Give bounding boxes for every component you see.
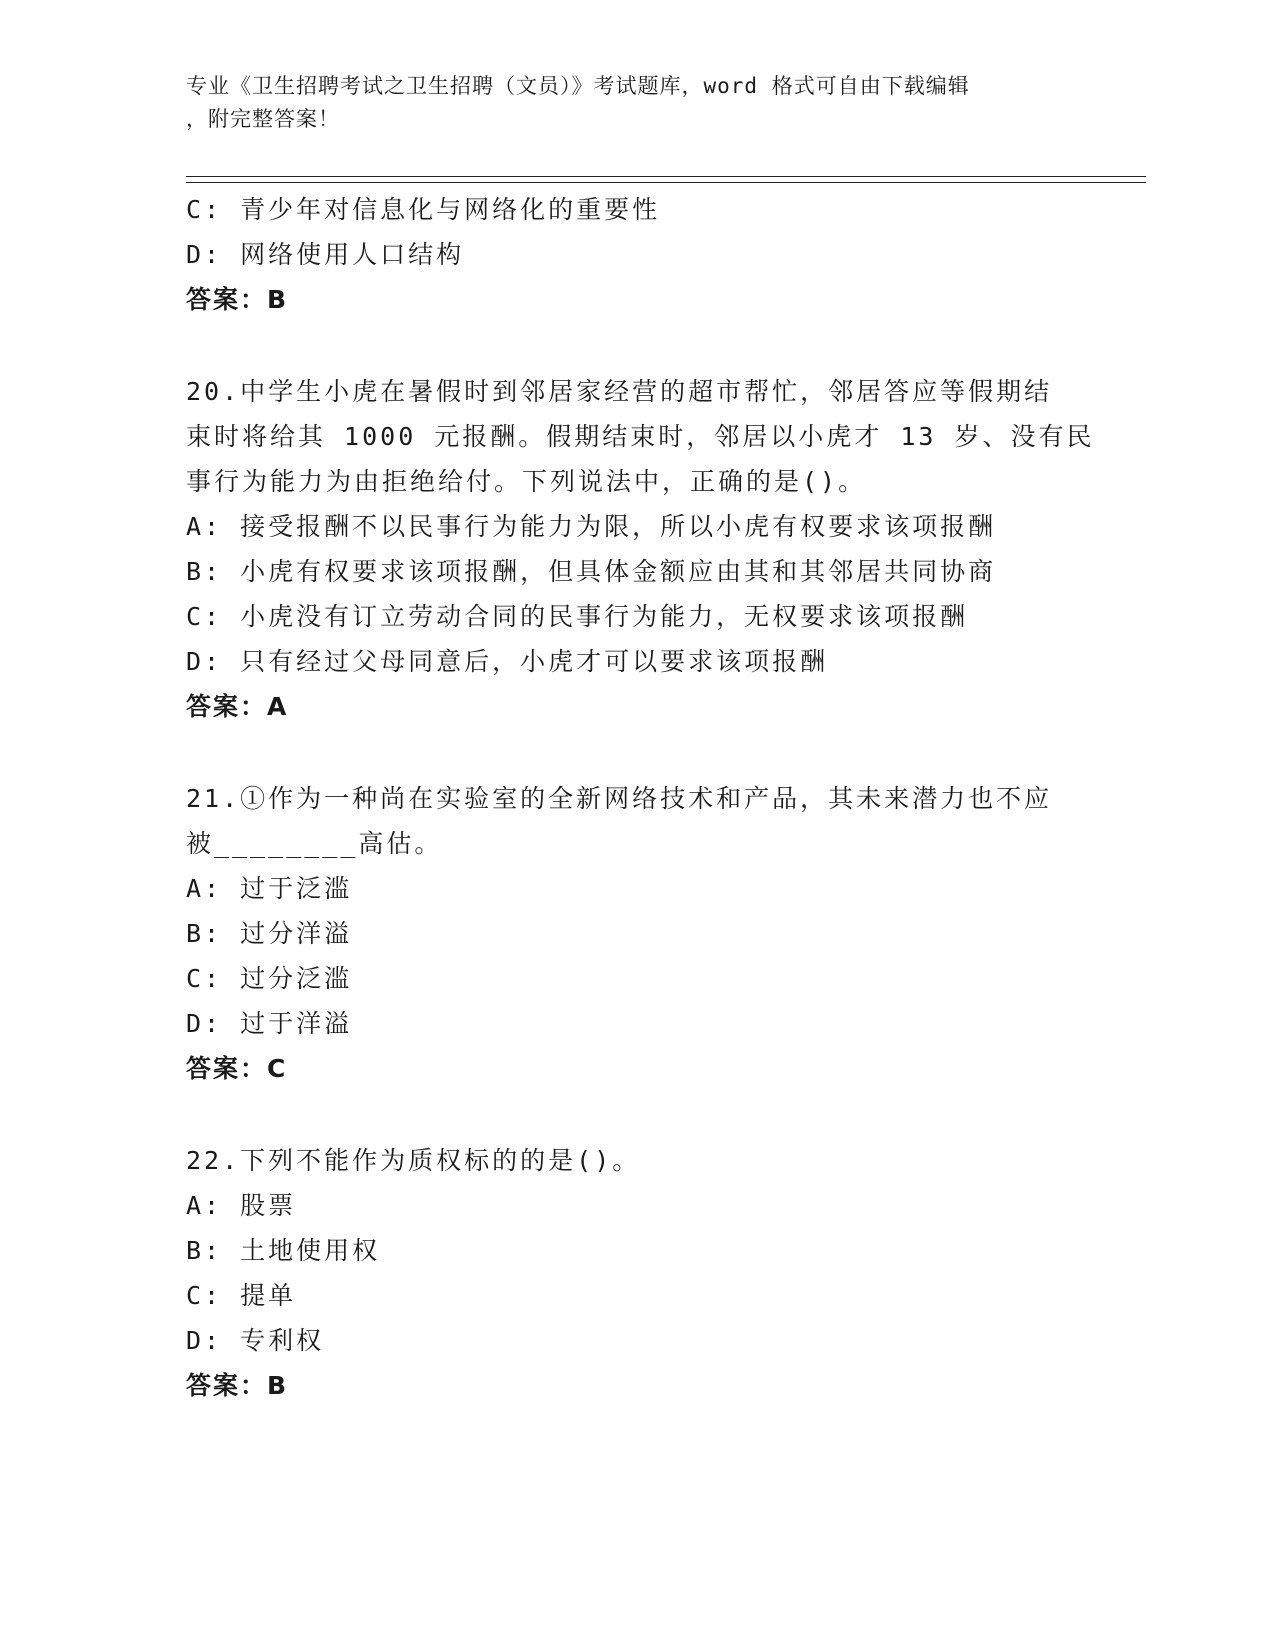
question-list: [186, 187, 1095, 1408]
option-b: B: 过分洋溢: [186, 919, 353, 948]
answer-line: 答案：B: [186, 285, 289, 314]
question-stem: 22.下列不能作为质权标的的是()。: [186, 1146, 641, 1175]
option-a: A: 股票: [186, 1191, 297, 1220]
option-d: D: 只有经过父母同意后，小虎才可以要求该项报酬: [186, 647, 829, 676]
header-line-1: 专业《卫生招聘考试之卫生招聘（文员）》考试题库，word 格式可自由下载编辑: [186, 74, 970, 98]
question-19-tail: [186, 187, 1086, 322]
option-d: D: 过于洋溢: [186, 1009, 353, 1038]
question-20: [186, 369, 1095, 729]
header-line-2: ，附完整答案！: [186, 107, 340, 131]
option-a: A: 过于泛滥: [186, 874, 353, 903]
option-b: B: 小虎有权要求该项报酬，但具体金额应由其和其邻居共同协商: [186, 557, 997, 586]
question-21: [186, 776, 1086, 1091]
page-header: [186, 70, 1066, 136]
answer-line: 答案：B: [186, 1371, 289, 1400]
answer-line: 答案：A: [186, 692, 289, 721]
header-divider: [186, 176, 1146, 183]
question-stem: 20.中学生小虎在暑假时到邻居家经营的超市帮忙，邻居答应等假期结: [186, 377, 1053, 406]
question-stem: 21.①作为一种尚在实验室的全新网络技术和产品，其未来潜力也不应: [186, 784, 1053, 813]
question-stem: 束时将给其 1000 元报酬。假期结束时，邻居以小虎才 13 岁、没有民: [186, 422, 1095, 451]
option-d: D: 网络使用人口结构: [186, 240, 465, 269]
option-a: A: 接受报酬不以民事行为能力为限，所以小虎有权要求该项报酬: [186, 512, 997, 541]
option-c: C: 提单: [186, 1281, 297, 1310]
option-c: C: 青少年对信息化与网络化的重要性: [186, 195, 661, 224]
question-22: [186, 1138, 1086, 1408]
option-c: C: 过分泛滥: [186, 964, 353, 993]
question-stem: 被________高估。: [186, 829, 443, 858]
question-stem: 事行为能力为由拒绝给付。下列说法中，正确的是()。: [186, 467, 867, 496]
option-c: C: 小虎没有订立劳动合同的民事行为能力，无权要求该项报酬: [186, 602, 969, 631]
answer-line: 答案：C: [186, 1054, 288, 1083]
option-d: D: 专利权: [186, 1326, 325, 1355]
option-b: B: 土地使用权: [186, 1236, 381, 1265]
